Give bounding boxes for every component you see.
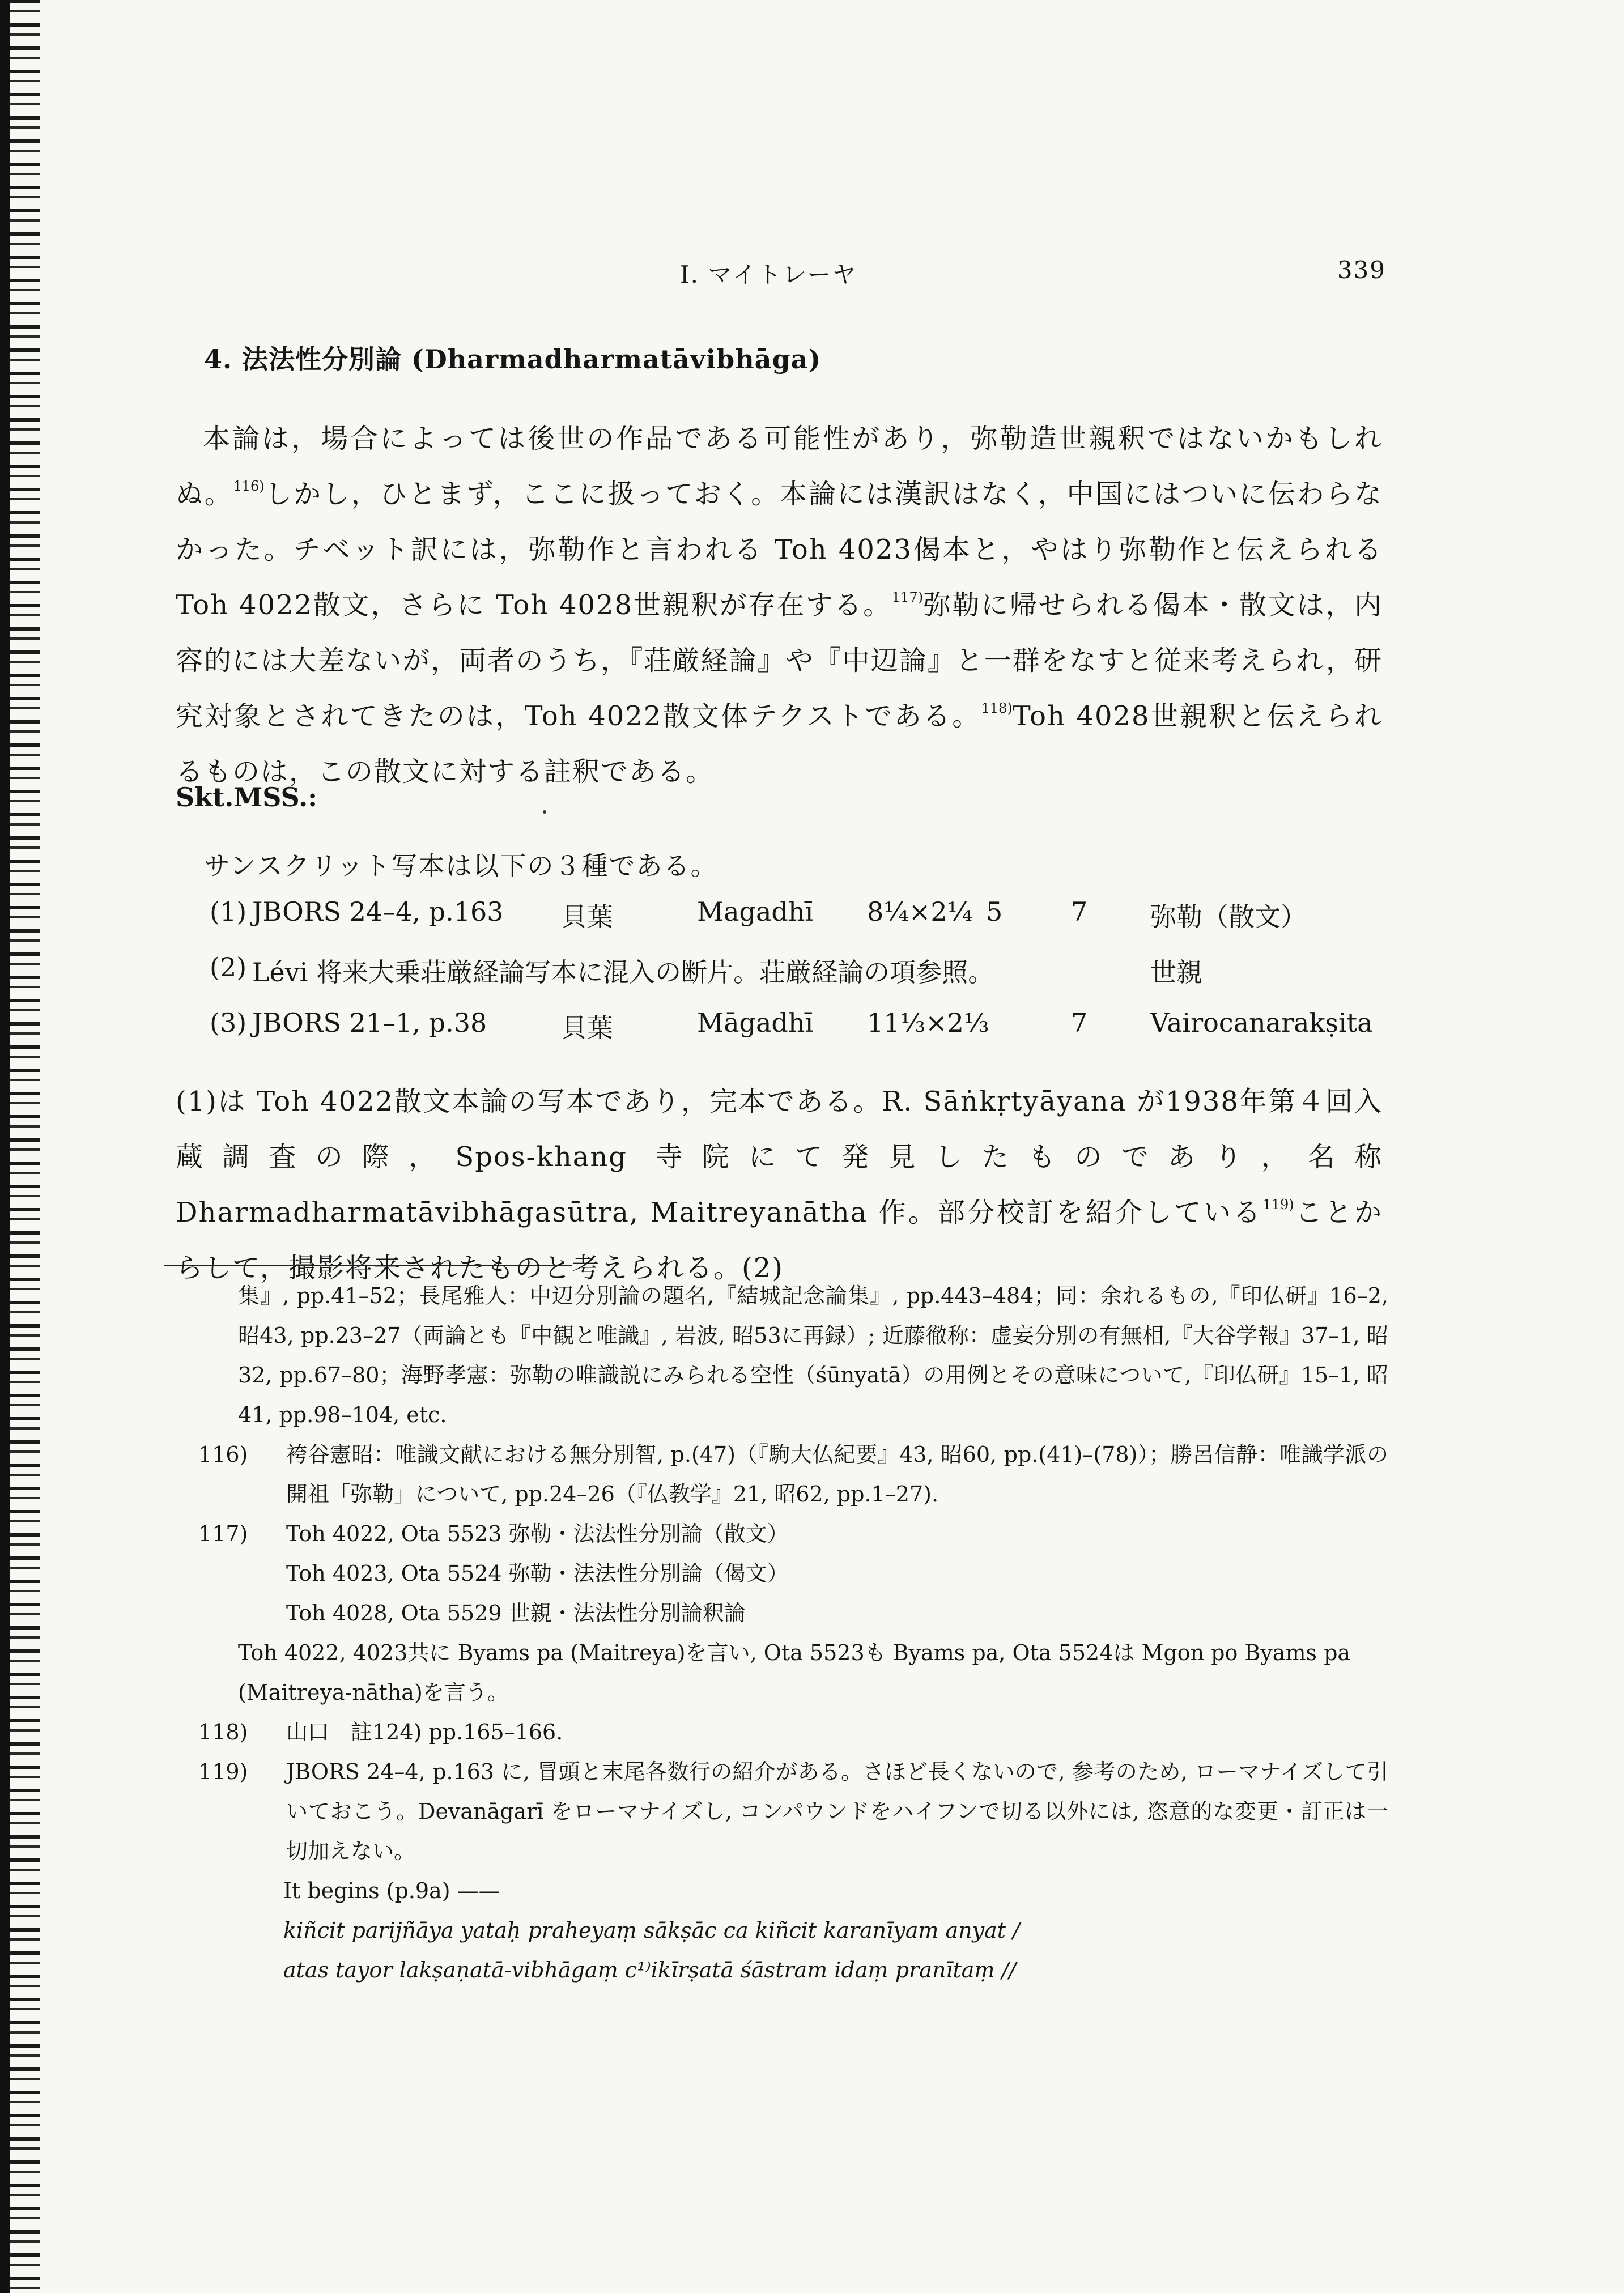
ms-size: 11⅓×2⅓ (867, 1007, 989, 1038)
footnote-number: 116) (198, 1442, 248, 1467)
mss-paragraph (176, 1074, 1383, 1296)
footnote-text: JBORS 24–4, p.163 に, 冒頭と末尾各数行の紹介がある。さほど長くないので, 参考のため, ローマナイズして引いておこう。Devanāgarī をローマナイズし, コンパウンドをハイフンで切る以外には, 恣意的な変更・訂正は一切加えない。 (286, 1759, 1388, 1864)
footnotes (164, 1276, 1388, 1990)
footnote-117 (164, 1514, 1388, 1554)
footnote-continuation: 集』, pp.41–52；長尾雅人：中辺分別論の題名,『結城記念論集』, pp.443–484；同：余れるもの,『印仏研』16–2, 昭43, pp.23–27（両論とも『中観と唯識』, 岩波, 昭53に再録）; 近藤徹称：虚妄分別の有無相,『大谷学報』37–1, 昭32, pp.67–80；海野孝憲：弥勒の唯識説にみられる空性（śūnyatā）の用例とその意味について,『印仏研』15–1, 昭41, pp.98–104, etc. (238, 1283, 1388, 1427)
quote-intro: It begins (p.9a) —— (283, 1878, 500, 1903)
footnote-number: 119) (198, 1759, 248, 1784)
footnote-number: 117) (198, 1521, 248, 1546)
footnote-119 (164, 1752, 1388, 1871)
paragraph-2 (176, 1074, 1383, 1296)
quote-line: kiñcit parijñāya yataḥ praheyaṃ sākṣāc ca kiñcit karanīyam anyat / (283, 1918, 1020, 1943)
footnote-rule (164, 1265, 572, 1266)
footnote-line: Toh 4022, 4023共に Byams pa (Maitreya)を言い, Ota 5523も Byams pa, Ota 5524は Mgon po Byams pa (Maitreya-nātha)を言う。 (238, 1640, 1351, 1705)
ms-count: 7 (1071, 1007, 1088, 1038)
ms-note: Lévi 将来大乗荘厳経論写本に混入の断片。荘厳経論の項参照。 (252, 957, 994, 988)
ms-rows: 5 (986, 896, 1003, 927)
p1-text-2: しかし，ひとまず，ここに扱っておく。本論には漢訳はなく，中国にはついに伝わらなかった。チベット訳には，弥勒作と言われる Toh 4023偈本と，やはり弥勒作と伝えられる Toh 4022散文，さらに Toh 4028世親釈が存在する。 (176, 478, 1383, 621)
footnote-116 (164, 1435, 1388, 1514)
footnote-118 (164, 1712, 1388, 1752)
ms-author: 弥勒（散文） (1150, 901, 1307, 932)
section-title: 4. 法法性分別論 (Dharmadharmatāvibhāga) (204, 344, 822, 375)
p2-text-2: ことからして，撮影将来されたものと考えられる。(2) (176, 1197, 1383, 1284)
quote-line: atas tayor lakṣaṇatā-vibhāgaṃ c¹⁾ikīrṣatā śāstram idaṃ pranītaṃ // (283, 1958, 1017, 1983)
note-ref-117: 117) (891, 589, 924, 605)
footnote-number: 118) (198, 1720, 248, 1745)
ms-material: 貝葉 (561, 1013, 613, 1043)
chapter-title: I. マイトレーヤ (680, 261, 857, 288)
ms-ref: JBORS 24–4, p.163 (252, 896, 504, 927)
body-paragraph (176, 411, 1383, 799)
note-ref-118: 118) (981, 700, 1013, 716)
footnote-text: 山口 註124) pp.165–166. (286, 1720, 563, 1745)
mss-intro: サンスクリット写本は以下の３種である。 (204, 850, 718, 881)
p1-text-4: Toh 4028世親釈と伝えられるものは，この散文に対する註釈である。 (176, 700, 1383, 788)
ms-no: (3) (210, 1007, 247, 1038)
ms-ref: JBORS 21–1, p.38 (252, 1007, 487, 1038)
ms-no: (2) (210, 952, 247, 982)
p1-text-3: 弥勒に帰せられる偈本・散文は，内容的には大差ないが，両者のうち，『荘厳経論』や『中辺論』と一群をなすと従来考えられ，研究対象とされてきたのは，Toh 4022散文体テクストである。 (176, 589, 1383, 732)
ms-no: (1) (210, 896, 247, 927)
ms-script: Māgadhī (697, 1007, 814, 1038)
footnote-text: 袴谷憲昭：唯識文献における無分別智, p.(47)（『駒大仏紀要』43, 昭60, pp.(41)–(78)）；勝呂信静：唯識学派の開祖「弥勒」について, pp.24–26（『仏教学』21, 昭62, pp.1–27). (286, 1442, 1388, 1507)
footnote-line: Toh 4022, Ota 5523 弥勒・法法性分別論（散文） (286, 1521, 789, 1546)
footnote-line: Toh 4023, Ota 5524 弥勒・法法性分別論（偈文） (286, 1561, 789, 1586)
ms-material: 貝葉 (561, 901, 613, 932)
note-ref-119: 119) (1262, 1197, 1294, 1213)
ms-size: 8¼×2¼ (867, 896, 973, 927)
ms-author: 世親 (1150, 957, 1202, 988)
ms-count: 7 (1071, 896, 1088, 927)
p2-text-1: (1)は Toh 4022散文本論の写本であり，完本である。R. Sāṅkṛtyāyana が1938年第４回入蔵調査の際，Spos-khang 寺院にて発見したものであり，名称 Dharmadharmatāvibhāgasūtra, Maitreyanātha 作。部分校訂を紹介している (176, 1086, 1383, 1228)
speck (543, 810, 546, 814)
note-ref-116: 116) (233, 478, 265, 494)
skt-mss-heading: Skt.MSS.: (176, 782, 318, 812)
p1-text-1: 本論は，場合によっては後世の作品である可能性があり，弥勒造世親釈ではないかもしれぬ。 (176, 423, 1383, 510)
footnote-line: Toh 4028, Ota 5529 世親・法法性分別論釈論 (286, 1601, 746, 1626)
page-number: 339 (1337, 256, 1386, 284)
ms-author: Vairocanarakṣita (1150, 1007, 1373, 1038)
ms-script: Magadhī (697, 896, 814, 927)
paragraph-1 (176, 411, 1383, 799)
